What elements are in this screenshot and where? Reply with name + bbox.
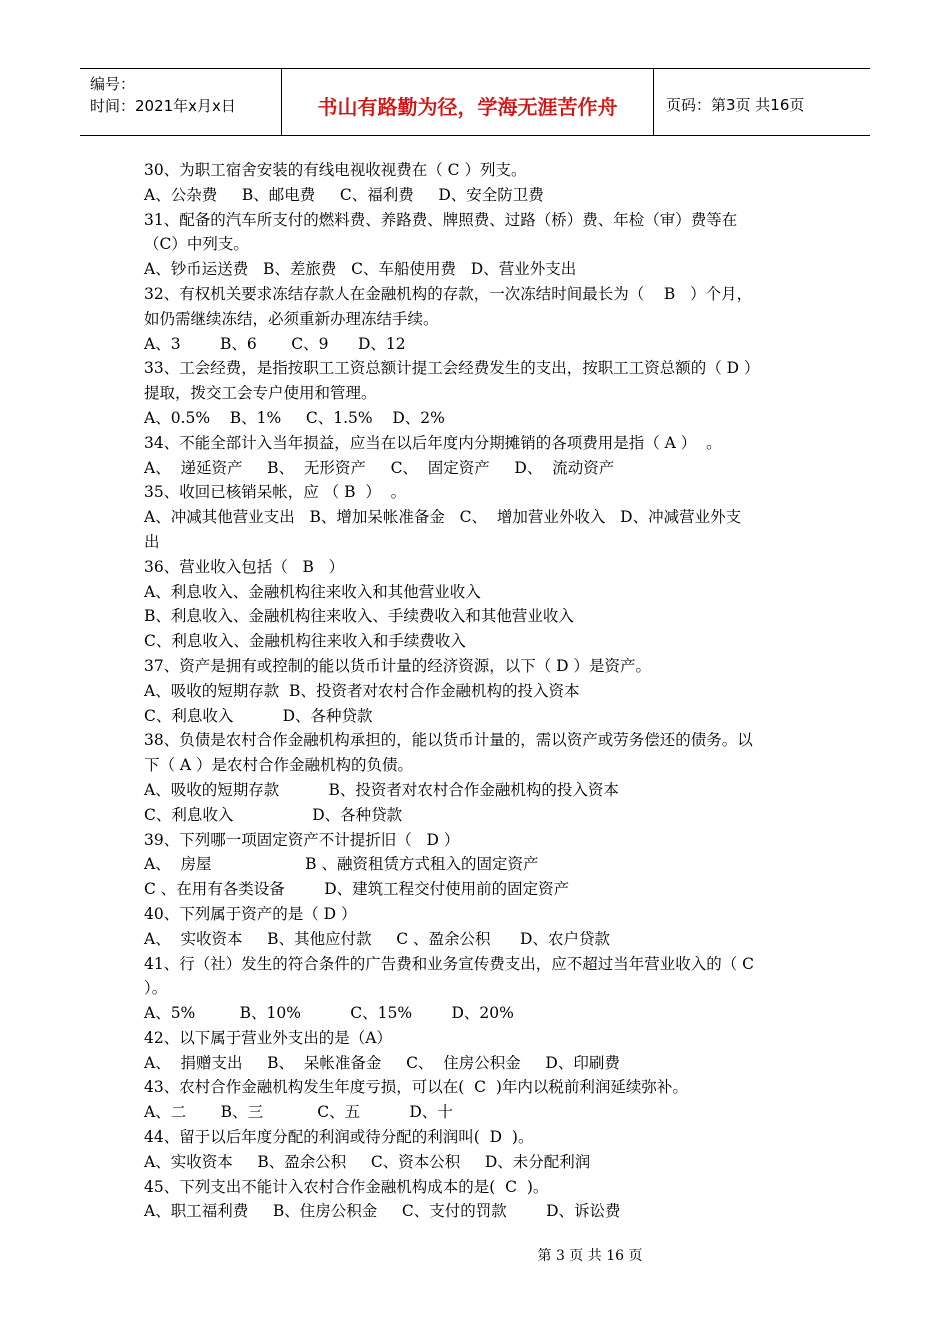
header-left-cell xyxy=(80,69,282,135)
text-line: A、 递延资产 B、 无形资产 C、 固定资产 D、 流动资产 xyxy=(144,458,615,477)
page-info: 页码：第3页 共16页 xyxy=(666,95,805,114)
page-header xyxy=(80,68,870,136)
text-line: 44、留于以后年度分配的利润或待分配的利润叫( D )。 xyxy=(144,1128,534,1147)
text-line: ）。 xyxy=(144,979,168,998)
number-label: 编号： xyxy=(90,75,136,93)
text-line: A、二 B、三 C、五 D、十 xyxy=(144,1103,453,1122)
text-line: 37、资产是拥有或控制的能以货币计量的经济资源，以下（ D ）是资产。 xyxy=(144,656,652,675)
text-line: 提取，拨交工会专户使用和管理。 xyxy=(144,384,377,403)
text-line: A、实收资本 B、盈余公积 C、资本公积 D、未分配利润 xyxy=(144,1152,591,1171)
text-line: 35、收回已核销呆帐，应 （ B ） 。 xyxy=(144,483,407,502)
text-line: （C）中列支。 xyxy=(144,235,249,254)
text-line: A、钞币运送费 B、差旅费 C、车船使用费 D、营业外支出 xyxy=(144,260,577,279)
text-line: 31、配备的汽车所支付的燃料费、养路费、牌照费、过路（桥）费、年检（审）费等在 xyxy=(144,210,738,229)
text-line: A、0.5% B、1% C、1.5% D、2% xyxy=(144,408,445,427)
text-line: 出 xyxy=(144,532,160,551)
time-label: 时间：2021年x月x日 xyxy=(90,97,236,115)
text-line: 34、不能全部计入当年损益，应当在以后年度内分期摊销的各项费用是指（ A ） 。 xyxy=(144,433,722,452)
text-line: A、 实收资本 B、其他应付款 C 、盈余公积 D、农户贷款 xyxy=(144,929,610,948)
text-line: A、3 B、6 C、9 D、12 xyxy=(144,334,406,353)
page-footer: 第 3 页 共 16 页 xyxy=(537,1248,643,1264)
motto-text: 书山有路勤为径，学海无涯苦作舟 xyxy=(282,69,654,135)
text-line: 32、有权机关要求冻结存款人在金融机构的存款，一次冻结时间最长为（ B ）个月， xyxy=(144,284,753,303)
text-line: A、吸收的短期存款 B、投资者对农村合作金融机构的投入资本 xyxy=(144,780,619,799)
text-line: A、 捐赠支出 B、 呆帐准备金 C、 住房公积金 D、印刷费 xyxy=(144,1053,620,1072)
text-line: 45、下列支出不能计入农村合作金融机构成本的是( C )。 xyxy=(144,1177,549,1196)
text-line: C、利息收入 D、各种贷款 xyxy=(144,706,373,725)
question-list xyxy=(144,158,812,1224)
text-line: 36、营业收入包括（ B ） xyxy=(144,557,345,576)
text-line: 30、为职工宿舍安装的有线电视收视费在（ C ）列支。 xyxy=(144,161,527,179)
text-line: C、利息收入、金融机构往来收入和手续费收入 xyxy=(144,632,466,651)
text-line: A、吸收的短期存款 B、投资者对农村合作金融机构的投入资本 xyxy=(144,681,580,700)
text-line: A、5% B、10% C、15% D、20% xyxy=(144,1004,514,1023)
text-line: C 、在用有各类设备 D、建筑工程交付使用前的固定资产 xyxy=(144,880,570,899)
text-line: 40、下列属于资产的是（ D ） xyxy=(144,904,357,923)
text-line: C、利息收入 D、各种贷款 xyxy=(144,805,403,824)
text-line: 33、工会经费，是指按职工工资总额计提工会经费发生的支出，按职工工资总额的（ D ） xyxy=(144,359,760,378)
text-line: A、 房屋 B 、融资租赁方式租入的固定资产 xyxy=(144,855,539,874)
text-line: 如仍需继续冻结，必须重新办理冻结手续。 xyxy=(144,309,439,328)
text-line: A、冲减其他营业支出 B、增加呆帐准备金 C、 增加营业外收入 D、冲减营业外支 xyxy=(144,508,742,527)
text-line: A、公杂费 B、邮电费 C、福利费 D、安全防卫费 xyxy=(144,185,544,204)
text-line: B、利息收入、金融机构往来收入、手续费收入和其他营业收入 xyxy=(144,607,574,626)
text-line: 41、行（社）发生的符合条件的广告费和业务宣传费支出，应不超过当年营业收入的（ C xyxy=(144,954,755,973)
text-line: 下（ A ）是农村合作金融机构的负债。 xyxy=(144,756,414,775)
text-line: A、职工福利费 B、住房公积金 C、支付的罚款 D、诉讼费 xyxy=(144,1202,621,1221)
text-line: 38、负债是农村合作金融机构承担的，能以货币计量的，需以资产或劳务偿还的债务。以 xyxy=(144,731,753,750)
text-line: 39、下列哪一项固定资产不计提折旧（ D ） xyxy=(144,830,460,849)
text-line: A、利息收入、金融机构往来收入和其他营业收入 xyxy=(144,582,481,601)
text-line: 43、农村合作金融机构发生年度亏损，可以在( C )年内以税前利润延续弥补。 xyxy=(144,1078,688,1097)
text-line: 42、以下属于营业外支出的是（A） xyxy=(144,1028,392,1047)
